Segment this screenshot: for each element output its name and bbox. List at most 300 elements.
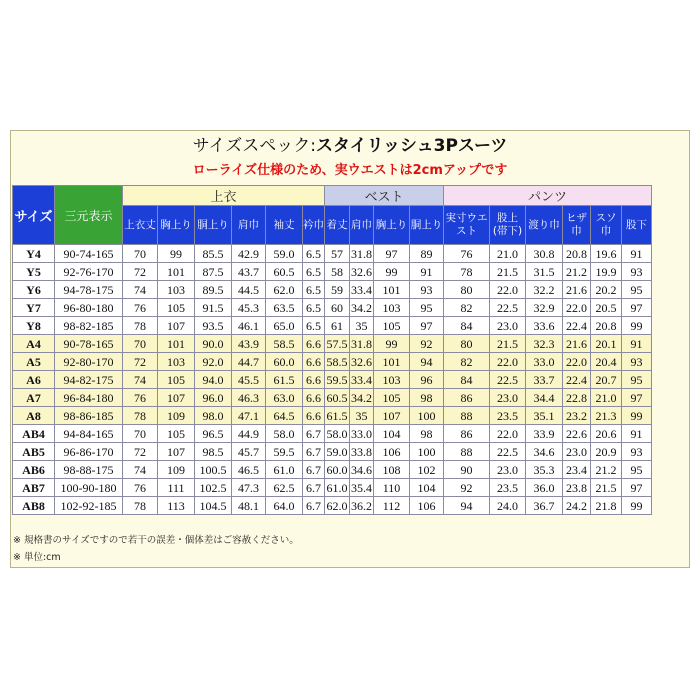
- measurement-cell: 31.8: [351, 336, 372, 351]
- measurement-cell: 59.5: [326, 372, 348, 387]
- measurement-cell: 23.0: [490, 389, 526, 407]
- measurement-cell: 93: [622, 443, 652, 461]
- measurement-cell: 20.5: [591, 299, 622, 317]
- measurement-cell: 107: [158, 443, 195, 461]
- sangen-value: 98-86-185: [55, 407, 123, 425]
- measurement-cell: 98.0: [195, 407, 232, 425]
- measurement-cell: 23.0: [563, 443, 591, 461]
- measurement-cell: 35.3: [526, 461, 563, 479]
- header-pants-col-5: 股下: [622, 206, 652, 245]
- measurement-cell: 99: [374, 263, 410, 281]
- measurement-cell: 36.0: [526, 479, 563, 497]
- size-spec-table: [12, 185, 652, 515]
- table-row: [13, 263, 652, 281]
- measurement-cell: 107: [158, 317, 195, 335]
- measurement-cell: 31.8: [351, 246, 372, 261]
- measurement-cell: 113: [158, 497, 195, 515]
- measurement-cell: 99: [158, 245, 195, 263]
- measurement-cell: 21.5: [591, 479, 622, 497]
- measurement-cell: 48.1: [232, 497, 266, 515]
- measurement-cell: 22.4: [563, 371, 591, 389]
- measurement-cell: 103: [158, 353, 195, 371]
- measurement-cell: 6.6: [303, 353, 325, 371]
- measurement-cell: 19.9: [591, 263, 622, 281]
- measurement-cell: 62.0: [266, 281, 303, 299]
- size-code: Y4: [13, 245, 55, 263]
- measurement-cell: 20.8: [563, 245, 591, 263]
- measurement-cell: 58.0: [266, 425, 303, 443]
- sangen-value: 100-90-180: [55, 479, 123, 497]
- measurement-cell: 98: [410, 389, 444, 407]
- sangen-value: 96-86-170: [55, 443, 123, 461]
- sangen-value: 96-80-180: [55, 299, 123, 317]
- size-code: Y8: [13, 317, 55, 335]
- measurement-cell: 96.5: [195, 425, 232, 443]
- measurement-cell: 47.1: [232, 407, 266, 425]
- table-row: [13, 245, 652, 263]
- table-row: [13, 425, 652, 443]
- measurement-cell: 91: [622, 245, 652, 263]
- measurement-cell: 70: [123, 425, 158, 443]
- measurement-cell: 80: [444, 281, 490, 299]
- measurement-cell: 21.6: [563, 335, 591, 353]
- measurement-cell: 92.0: [195, 353, 232, 371]
- measurement-cell: 20.7: [591, 371, 622, 389]
- measurement-cell: 111: [158, 479, 195, 497]
- sangen-value: 90-78-165: [55, 335, 123, 353]
- measurement-cell: 22.5: [490, 443, 526, 461]
- measurement-cell: 22.0: [563, 299, 591, 317]
- measurement-cell: 6.6: [303, 407, 325, 425]
- header-group-vest: ベスト: [325, 186, 444, 206]
- measurement-cell: 95: [410, 299, 444, 317]
- header-group-jacket: 上衣: [123, 186, 325, 206]
- sangen-value: 92-76-170: [55, 263, 123, 281]
- measurement-cell: 22.0: [563, 353, 591, 371]
- measurement-cell: 21.0: [591, 389, 622, 407]
- measurement-cell: 85.5: [195, 245, 232, 263]
- measurement-cell: 70: [123, 245, 158, 263]
- measurement-cell: 107: [374, 407, 410, 425]
- measurement-cell: 108: [374, 461, 410, 479]
- size-code: A4: [13, 335, 55, 353]
- measurement-cell: 100: [410, 407, 444, 425]
- measurement-cell: 74: [123, 461, 158, 479]
- measurement-cell: 96.0: [195, 389, 232, 407]
- table-row: [13, 389, 652, 407]
- measurement-cell: 94: [444, 497, 490, 515]
- table-row: [13, 281, 652, 299]
- measurement-cell: 35.4: [351, 480, 372, 495]
- header-size: サイズ: [13, 186, 55, 245]
- size-code: Y5: [13, 263, 55, 281]
- table-row: [13, 317, 652, 335]
- measurement-cell: 63.0: [266, 389, 303, 407]
- measurement-cell: 103: [158, 281, 195, 299]
- header-sangen: 三元表示: [55, 186, 123, 245]
- measurement-cell: 46.5: [232, 461, 266, 479]
- measurement-cell: 104: [410, 479, 444, 497]
- measurement-cell: 90.0: [195, 335, 232, 353]
- measurement-cell: 32.9: [526, 299, 563, 317]
- measurement-cell: 102.5: [195, 479, 232, 497]
- measurement-cell: 32.6: [351, 354, 372, 369]
- sangen-value: 94-82-175: [55, 371, 123, 389]
- measurement-cell: 78: [444, 263, 490, 281]
- size-code: AB7: [13, 479, 55, 497]
- measurement-cell: 34.4: [526, 389, 563, 407]
- measurement-cell: 84: [444, 371, 490, 389]
- measurement-cell: 90: [444, 461, 490, 479]
- measurement-cell: 89.5: [195, 281, 232, 299]
- table-row: [13, 443, 652, 461]
- measurement-cell: 23.0: [490, 461, 526, 479]
- size-code: AB6: [13, 461, 55, 479]
- measurement-cell: 61.5: [266, 371, 303, 389]
- header-vest-col-0: 着丈: [325, 206, 350, 245]
- measurement-cell: 47.3: [232, 479, 266, 497]
- measurement-cell: 34.2: [351, 300, 372, 315]
- measurement-cell: 6.6: [303, 335, 325, 353]
- measurement-cell: 105: [374, 389, 410, 407]
- measurement-cell: 24.0: [490, 497, 526, 515]
- measurement-cell: 95: [622, 461, 652, 479]
- note-tolerance: ※ 規格書のサイズですので若干の誤差・個体差はご容赦ください。: [13, 535, 299, 546]
- measurement-cell: 80: [444, 335, 490, 353]
- measurement-cell: 20.2: [591, 281, 622, 299]
- measurement-cell: 78: [123, 497, 158, 515]
- spec-title-product: スタイリッシュ3Pスーツ: [315, 136, 508, 156]
- measurement-cell: 72: [123, 353, 158, 371]
- measurement-cell: 22.6: [563, 425, 591, 443]
- measurement-cell: 33.0: [351, 426, 372, 441]
- measurement-cell: 20.8: [591, 317, 622, 335]
- measurement-cell: 35: [350, 317, 374, 335]
- measurement-cell: 60.0: [326, 462, 348, 477]
- spec-title-prefix: サイズスペック:: [192, 136, 316, 156]
- measurement-cell: 34.2: [351, 390, 372, 405]
- measurement-cell: 84: [444, 317, 490, 335]
- table-row: [13, 299, 652, 317]
- measurement-cell: 57.5: [326, 336, 348, 351]
- measurement-cell: 87.5: [195, 263, 232, 281]
- size-code: A7: [13, 389, 55, 407]
- measurement-cell: 30.8: [526, 245, 563, 263]
- measurement-cell: 92: [410, 335, 444, 353]
- measurement-cell: 23.5: [490, 479, 526, 497]
- measurement-cell: 44.7: [232, 353, 266, 371]
- header-pants-col-0: 実寸ウエスト: [444, 206, 490, 245]
- measurement-cell: 105: [374, 317, 410, 335]
- measurement-cell: 6.5: [303, 281, 325, 299]
- spec-title: [11, 135, 689, 157]
- header-jacket-col-2: 胴上り: [195, 206, 232, 245]
- header-group-row: [13, 186, 652, 206]
- measurement-cell: 96: [410, 371, 444, 389]
- measurement-cell: 99: [622, 317, 652, 335]
- sangen-value: 94-78-175: [55, 281, 123, 299]
- measurement-cell: 33.8: [351, 444, 372, 459]
- measurement-cell: 23.0: [490, 317, 526, 335]
- sangen-value: 96-84-180: [55, 389, 123, 407]
- header-pants-col-3: ヒザ巾: [563, 206, 591, 245]
- measurement-cell: 6.5: [303, 245, 325, 263]
- measurement-cell: 23.5: [490, 407, 526, 425]
- table-row: [13, 461, 652, 479]
- measurement-cell: 62.5: [266, 479, 303, 497]
- measurement-cell: 64.5: [266, 407, 303, 425]
- measurement-cell: 63.5: [266, 299, 303, 317]
- measurement-cell: 35: [350, 407, 374, 425]
- measurement-cell: 58.0: [326, 426, 348, 441]
- measurement-cell: 103: [374, 371, 410, 389]
- size-code: A5: [13, 353, 55, 371]
- measurement-cell: 97: [622, 389, 652, 407]
- header-pants-col-4: スソ巾: [591, 206, 622, 245]
- measurement-cell: 88: [444, 407, 490, 425]
- measurement-cell: 89: [410, 245, 444, 263]
- measurement-cell: 42.9: [232, 245, 266, 263]
- size-rows: [13, 245, 652, 515]
- measurement-cell: 21.0: [490, 245, 526, 263]
- size-code: A6: [13, 371, 55, 389]
- measurement-cell: 82: [444, 353, 490, 371]
- measurement-cell: 22.0: [490, 353, 526, 371]
- measurement-cell: 59: [325, 281, 350, 299]
- sangen-value: 90-74-165: [55, 245, 123, 263]
- sangen-value: 98-88-175: [55, 461, 123, 479]
- measurement-cell: 22.0: [490, 281, 526, 299]
- table-row: [13, 353, 652, 371]
- measurement-cell: 44.9: [232, 425, 266, 443]
- header-vest-col-1: 肩巾: [350, 206, 374, 245]
- measurement-cell: 97: [410, 317, 444, 335]
- measurement-cell: 23.4: [563, 461, 591, 479]
- measurement-cell: 78: [123, 407, 158, 425]
- measurement-cell: 32.2: [526, 281, 563, 299]
- measurement-cell: 92: [444, 479, 490, 497]
- measurement-cell: 58: [325, 263, 350, 281]
- measurement-cell: 101: [374, 281, 410, 299]
- measurement-cell: 104: [374, 425, 410, 443]
- note-unit: ※ 単位:cm: [13, 552, 61, 563]
- measurement-cell: 59.5: [266, 443, 303, 461]
- measurement-cell: 86: [444, 425, 490, 443]
- measurement-cell: 98: [410, 425, 444, 443]
- measurement-cell: 109: [158, 407, 195, 425]
- measurement-cell: 93: [622, 263, 652, 281]
- measurement-cell: 21.2: [591, 461, 622, 479]
- measurement-cell: 60.5: [266, 263, 303, 281]
- header-jacket-col-3: 肩巾: [232, 206, 266, 245]
- measurement-cell: 98.5: [195, 443, 232, 461]
- measurement-cell: 74: [123, 281, 158, 299]
- sangen-value: 94-84-165: [55, 425, 123, 443]
- measurement-cell: 32.6: [351, 264, 372, 279]
- measurement-cell: 21.2: [563, 263, 591, 281]
- table-row: [13, 407, 652, 425]
- measurement-cell: 21.8: [591, 497, 622, 515]
- measurement-cell: 93: [622, 353, 652, 371]
- measurement-cell: 97: [622, 299, 652, 317]
- measurement-cell: 106: [410, 497, 444, 515]
- measurement-cell: 62.0: [326, 498, 348, 513]
- measurement-cell: 91: [622, 335, 652, 353]
- measurement-cell: 61.5: [326, 408, 348, 423]
- spec-subtitle: ローライズ仕様のため、実ウエストは2cmアップです: [192, 163, 508, 178]
- measurement-cell: 45.3: [232, 299, 266, 317]
- table-row: [13, 479, 652, 497]
- measurement-cell: 57: [325, 245, 350, 263]
- measurement-cell: 60.0: [266, 353, 303, 371]
- table-row: [13, 335, 652, 353]
- measurement-cell: 104.5: [195, 497, 232, 515]
- measurement-cell: 36.2: [351, 498, 372, 513]
- header-jacket-col-0: 上衣丈: [123, 206, 158, 245]
- measurement-cell: 72: [123, 263, 158, 281]
- measurement-cell: 101: [158, 263, 195, 281]
- header-vest-col-2: 胸上り: [374, 206, 410, 245]
- table-row: [13, 371, 652, 389]
- measurement-cell: 97: [374, 245, 410, 263]
- measurement-cell: 33.9: [526, 425, 563, 443]
- measurement-cell: 76: [123, 479, 158, 497]
- measurement-cell: 6.7: [303, 497, 325, 515]
- measurement-cell: 70: [123, 335, 158, 353]
- measurement-cell: 74: [123, 371, 158, 389]
- measurement-cell: 97: [622, 479, 652, 497]
- measurement-cell: 59.0: [326, 444, 348, 459]
- measurement-cell: 99: [374, 335, 410, 353]
- measurement-cell: 33.0: [526, 353, 563, 371]
- measurement-cell: 6.7: [303, 479, 325, 497]
- header-pants-col-2: 渡り巾: [526, 206, 563, 245]
- measurement-cell: 33.4: [351, 282, 372, 297]
- measurement-cell: 105: [158, 371, 195, 389]
- measurement-cell: 35.1: [526, 407, 563, 425]
- measurement-cell: 99: [622, 407, 652, 425]
- measurement-cell: 33.7: [526, 371, 563, 389]
- measurement-cell: 107: [158, 389, 195, 407]
- measurement-cell: 6.7: [303, 443, 325, 461]
- header-vest-col-3: 胴上り: [410, 206, 444, 245]
- measurement-cell: 6.7: [303, 461, 325, 479]
- measurement-cell: 22.5: [490, 299, 526, 317]
- measurement-cell: 23.2: [563, 407, 591, 425]
- measurement-cell: 45.7: [232, 443, 266, 461]
- measurement-cell: 44.5: [232, 281, 266, 299]
- measurement-cell: 45.5: [232, 371, 266, 389]
- measurement-cell: 20.6: [591, 425, 622, 443]
- measurement-cell: 21.3: [591, 407, 622, 425]
- measurement-cell: 6.5: [303, 299, 325, 317]
- measurement-cell: 102: [410, 461, 444, 479]
- measurement-cell: 93: [410, 281, 444, 299]
- measurement-cell: 101: [158, 335, 195, 353]
- measurement-cell: 94: [410, 353, 444, 371]
- measurement-cell: 91.5: [195, 299, 232, 317]
- sangen-value: 102-92-185: [55, 497, 123, 515]
- measurement-cell: 72: [123, 443, 158, 461]
- measurement-cell: 95: [622, 281, 652, 299]
- measurement-cell: 33.6: [526, 317, 563, 335]
- measurement-cell: 95: [622, 371, 652, 389]
- measurement-cell: 21.6: [563, 281, 591, 299]
- measurement-cell: 20.4: [591, 353, 622, 371]
- measurement-cell: 6.7: [303, 425, 325, 443]
- table-row: [13, 497, 652, 515]
- measurement-cell: 93.5: [195, 317, 232, 335]
- measurement-cell: 36.7: [526, 497, 563, 515]
- header-jacket-col-4: 袖丈: [266, 206, 303, 245]
- measurement-cell: 19.6: [591, 245, 622, 263]
- header-pants-col-1: 股上(帯下): [490, 206, 526, 245]
- measurement-cell: 76: [123, 299, 158, 317]
- header-group-pants: パンツ: [444, 186, 652, 206]
- measurement-cell: 61: [325, 317, 350, 335]
- measurement-cell: 64.0: [266, 497, 303, 515]
- measurement-cell: 103: [374, 299, 410, 317]
- measurement-cell: 91: [410, 263, 444, 281]
- sangen-value: 98-82-185: [55, 317, 123, 335]
- measurement-cell: 76: [444, 245, 490, 263]
- header-jacket-col-5: 衿巾: [303, 206, 325, 245]
- measurement-cell: 32.3: [526, 335, 563, 353]
- measurement-cell: 78: [123, 317, 158, 335]
- measurement-cell: 86: [444, 389, 490, 407]
- measurement-cell: 20.9: [591, 443, 622, 461]
- measurement-cell: 105: [158, 425, 195, 443]
- measurement-cell: 23.8: [563, 479, 591, 497]
- measurement-cell: 22.8: [563, 389, 591, 407]
- measurement-cell: 6.6: [303, 389, 325, 407]
- measurement-cell: 20.1: [591, 335, 622, 353]
- measurement-cell: 76: [123, 389, 158, 407]
- measurement-cell: 6.5: [303, 317, 325, 335]
- measurement-cell: 21.5: [490, 263, 526, 281]
- measurement-cell: 60: [325, 299, 350, 317]
- measurement-cell: 61.0: [326, 480, 348, 495]
- measurement-cell: 88: [444, 443, 490, 461]
- size-code: A8: [13, 407, 55, 425]
- measurement-cell: 59.0: [266, 245, 303, 263]
- size-code: AB4: [13, 425, 55, 443]
- size-code: Y6: [13, 281, 55, 299]
- measurement-cell: 91: [622, 425, 652, 443]
- measurement-cell: 101: [374, 353, 410, 371]
- sangen-value: 92-80-170: [55, 353, 123, 371]
- measurement-cell: 21.5: [490, 335, 526, 353]
- measurement-cell: 31.5: [526, 263, 563, 281]
- measurement-cell: 109: [158, 461, 195, 479]
- measurement-cell: 46.3: [232, 389, 266, 407]
- size-code: AB8: [13, 497, 55, 515]
- size-code: AB5: [13, 443, 55, 461]
- measurement-cell: 6.5: [303, 263, 325, 281]
- measurement-cell: 22.0: [490, 425, 526, 443]
- size-spec-panel: [10, 130, 690, 568]
- measurement-cell: 106: [374, 443, 410, 461]
- measurement-cell: 22.5: [490, 371, 526, 389]
- measurement-cell: 61.0: [266, 461, 303, 479]
- measurement-cell: 34.6: [526, 443, 563, 461]
- measurement-cell: 24.2: [563, 497, 591, 515]
- header-jacket-col-1: 胸上り: [158, 206, 195, 245]
- measurement-cell: 58.5: [266, 335, 303, 353]
- size-code: Y7: [13, 299, 55, 317]
- measurement-cell: 110: [374, 479, 410, 497]
- measurement-cell: 22.4: [563, 317, 591, 335]
